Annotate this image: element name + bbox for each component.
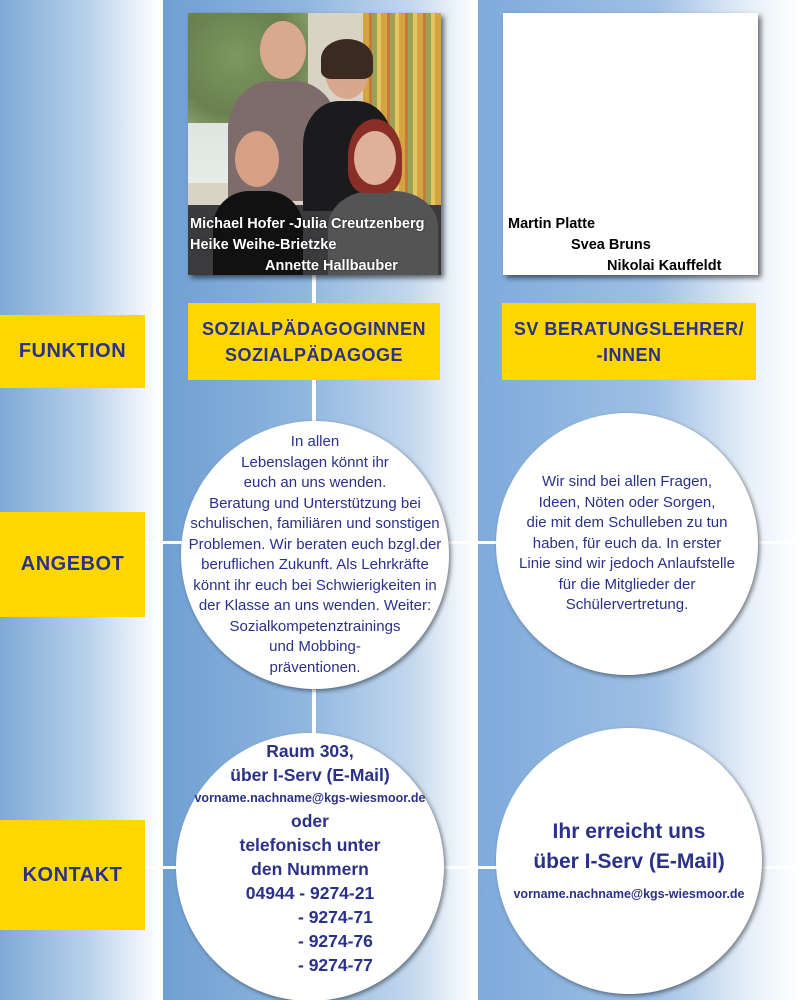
counselor-contact-line-2: über I-Serv (E-Mail) bbox=[533, 850, 725, 873]
contact-phone-intro-2: den Nummern bbox=[251, 859, 369, 879]
contact-email-link[interactable]: vorname.nachname@kgs-wiesmoor.de bbox=[194, 791, 426, 805]
contact-phone-ext-3[interactable]: - 9274-77 bbox=[298, 955, 373, 975]
angebot-social-workers-line: In allen bbox=[290, 433, 340, 450]
counselor-contact-email-link[interactable]: vorname.nachname@kgs-wiesmoor.de bbox=[513, 887, 745, 901]
header-counselors-line-2: -INNEN bbox=[596, 344, 662, 365]
row-label-kontakt: KONTAKT bbox=[0, 820, 145, 930]
left-caption-line-1: Michael Hofer -Julia Creutzenberg bbox=[190, 216, 425, 232]
angebot-social-workers-line: Beratung und Unterstützung bei bbox=[209, 494, 421, 512]
angebot-counselors-line: für die Mitglieder der bbox=[558, 575, 696, 593]
angebot-social-workers-line: präventionen. bbox=[269, 658, 361, 676]
contact-phone-main[interactable]: 04944 - 9274-21 bbox=[245, 883, 375, 903]
right-caption-line-3: Nikolai Kauffeldt bbox=[607, 258, 722, 274]
contact-or: oder bbox=[291, 811, 329, 831]
header-counselors-line-1: SV BERATUNGSLEHRER/ bbox=[513, 318, 745, 339]
kontakt-circle-counselors bbox=[496, 728, 762, 994]
team-photo-counselors bbox=[503, 13, 758, 275]
left-caption-line-2: Heike Weihe-Brietzke bbox=[190, 237, 337, 253]
header-social-workers-line-1: SOZIALPÄDAGOGINNEN bbox=[201, 318, 426, 339]
contact-phone-ext-2[interactable]: - 9274-76 bbox=[298, 931, 373, 951]
angebot-text-counselors bbox=[519, 472, 735, 616]
angebot-social-workers-line: Problemen. Wir beraten euch bzgl.der bbox=[188, 535, 442, 553]
angebot-social-workers-line: Sozialkompetenztrainings bbox=[229, 617, 401, 635]
contact-phone-intro-1: telefonisch unter bbox=[239, 835, 381, 855]
angebot-counselors-line: haben, für euch da. In erster bbox=[532, 534, 722, 552]
kontakt-circle-social-workers bbox=[176, 733, 444, 1000]
angebot-social-workers-line: euch an uns wenden. bbox=[243, 474, 387, 491]
header-counselors bbox=[502, 303, 756, 380]
angebot-social-workers-line: und Mobbing- bbox=[269, 638, 361, 655]
angebot-counselors-line: Linie sind wir jedoch Anlaufstelle bbox=[519, 555, 735, 573]
header-social-workers bbox=[188, 303, 440, 380]
row-label-funktion: FUNKTION bbox=[0, 315, 145, 388]
angebot-social-workers-line: der Klasse an uns wenden. Weiter: bbox=[198, 597, 432, 614]
angebot-counselors-line: Schülervertretung. bbox=[565, 596, 689, 614]
angebot-counselors-line: die mit dem Schulleben zu tun bbox=[526, 514, 728, 532]
right-caption-line-2: Svea Bruns bbox=[571, 237, 651, 253]
angebot-text-social-workers bbox=[189, 432, 442, 678]
angebot-social-workers-line: schulischen, familiären und sonstigen bbox=[190, 515, 440, 532]
row-label-angebot: ANGEBOT bbox=[0, 512, 145, 617]
angebot-social-workers-line: beruflichen Zukunft. Als Lehrkräfte bbox=[201, 556, 429, 573]
angebot-counselors-line: Wir sind bei allen Fragen, bbox=[541, 473, 713, 491]
left-caption-line-3: Annette Hallbauber bbox=[265, 258, 398, 274]
team-photo-social-workers bbox=[188, 13, 441, 275]
header-social-workers-line-2: SOZIALPÄDAGOGE bbox=[224, 344, 403, 365]
angebot-counselors-line: Ideen, Nöten oder Sorgen, bbox=[538, 493, 716, 511]
angebot-circle-counselors bbox=[496, 413, 758, 675]
contact-phone-ext-1[interactable]: - 9274-71 bbox=[298, 907, 373, 927]
contact-room: Raum 303, bbox=[266, 741, 354, 761]
right-caption-line-1: Martin Platte bbox=[508, 216, 596, 232]
angebot-social-workers-line: Lebenslagen könnt ihr bbox=[241, 453, 389, 471]
counselor-contact-line-1: Ihr erreicht uns bbox=[552, 820, 706, 843]
contact-via: über I-Serv (E-Mail) bbox=[230, 765, 390, 785]
photo-scene bbox=[188, 13, 441, 275]
angebot-circle-social-workers bbox=[181, 421, 449, 689]
angebot-social-workers-line: könnt ihr euch bei Schwierigkeiten in bbox=[193, 576, 437, 594]
